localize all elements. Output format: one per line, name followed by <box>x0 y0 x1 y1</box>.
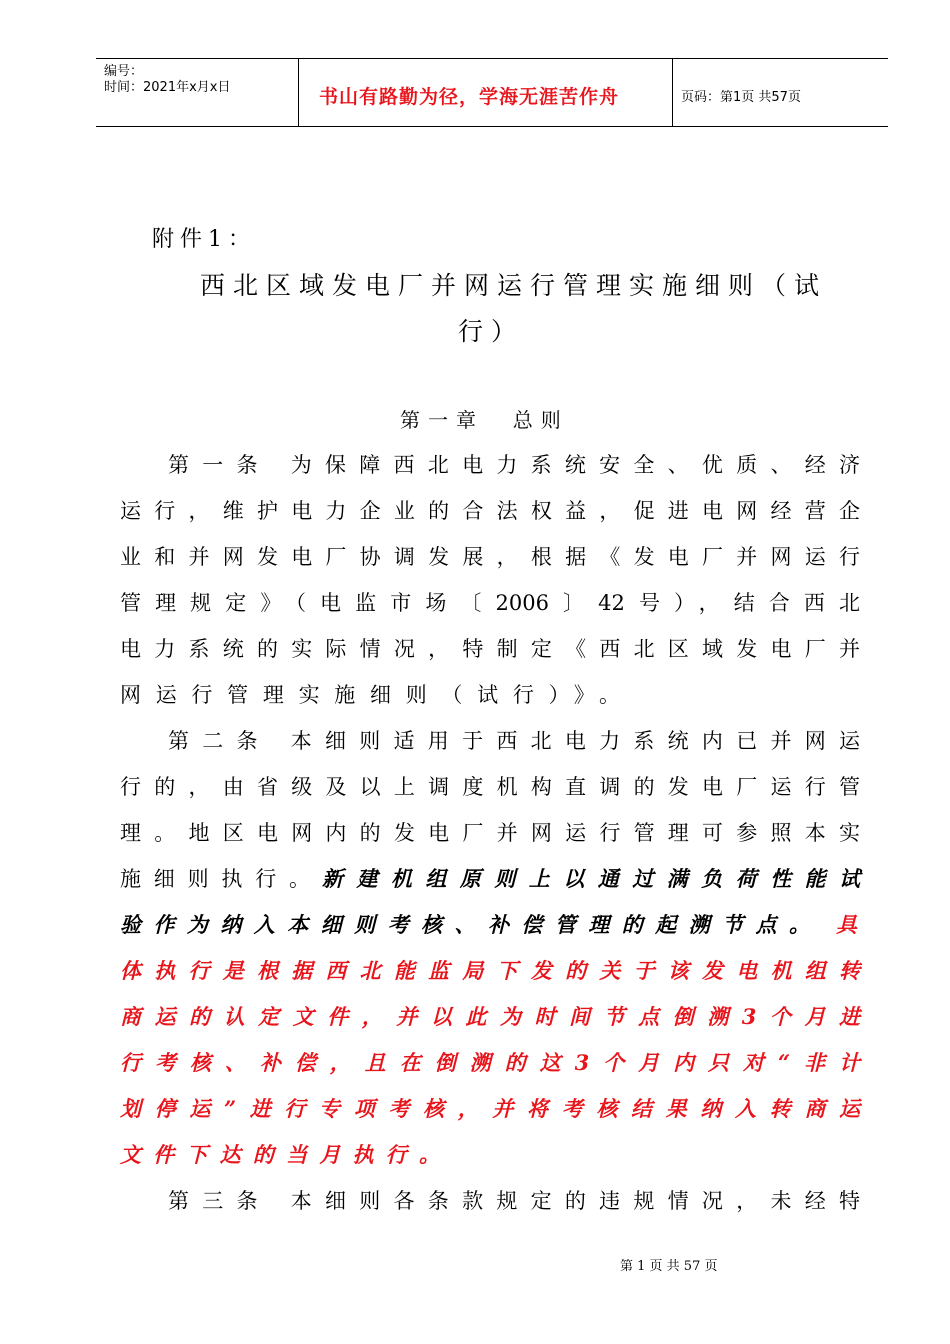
number-label: 编号： <box>104 64 144 79</box>
text-line: 第三条 本细则各条款规定的违规情况，未经特 <box>168 1189 860 1213</box>
text-line: 施细则执行。 <box>120 867 310 891</box>
red-emphasis-text: 划停运”进行专项考核，并将考核结果纳入转商运 <box>120 1096 860 1121</box>
text-line: 第二条 本细则适用于西北电力系统内已并网运 <box>168 729 860 753</box>
text-line: 第一条 为保障西北电力系统安全、优质、经济 <box>168 453 860 477</box>
bold-italic-text: 新建机组原则上以通过满负荷性能试 <box>322 866 860 891</box>
text-line: 行的，由省级及以上调度机构直调的发电厂运行管 <box>120 775 860 799</box>
text-line: 运行，维护电力企业的合法权益，促进电网经营企 <box>120 499 860 523</box>
text-line: 业和并网发电厂协调发展，根据《发电厂并网运行 <box>120 545 860 569</box>
bold-italic-text: 验作为纳入本细则考核、补偿管理的起溯节点。 <box>120 912 810 937</box>
header-motto-cell <box>298 58 673 126</box>
chapter-heading: 第一章 总则 <box>400 408 569 432</box>
document-header <box>96 58 888 127</box>
page-label: 页码：第1页 共57页 <box>681 90 801 105</box>
red-emphasis-text: 商运的认定文件，并以此为时间节点倒溯3个月进 <box>120 1004 860 1029</box>
motto: 书山有路勤为径，学海无涯苦作舟 <box>319 86 620 108</box>
header-meta-cell <box>96 58 298 126</box>
red-emphasis-text: 文件下达的当月执行。 <box>120 1142 440 1167</box>
page-footer: 第 1 页 共 57 页 <box>620 1259 718 1274</box>
text-line: 网运行管理实施细则（试行）》。 <box>120 683 620 707</box>
time-label: 时间：2021年x月x日 <box>104 80 231 95</box>
red-emphasis-text: 行考核、补偿，且在倒溯的这3个月内只对“非计 <box>120 1050 860 1075</box>
document-title-continued: 行） <box>458 317 525 346</box>
text-line: 理。地区电网内的发电厂并网运行管理可参照本实 <box>120 821 860 845</box>
header-page-cell <box>672 58 889 126</box>
red-emphasis-text: 具 <box>836 912 857 937</box>
document-title: 西北区域发电厂并网运行管理实施细则（试 <box>200 271 828 300</box>
text-line: 电力系统的实际情况，特制定《西北区域发电厂并 <box>120 637 860 661</box>
red-emphasis-text: 体执行是根据西北能监局下发的关于该发电机组转 <box>120 958 860 983</box>
annex-label: 附件1： <box>152 227 256 252</box>
text-line: 管理规定》（电监市场〔2006〕42号），结合西北 <box>120 591 860 615</box>
